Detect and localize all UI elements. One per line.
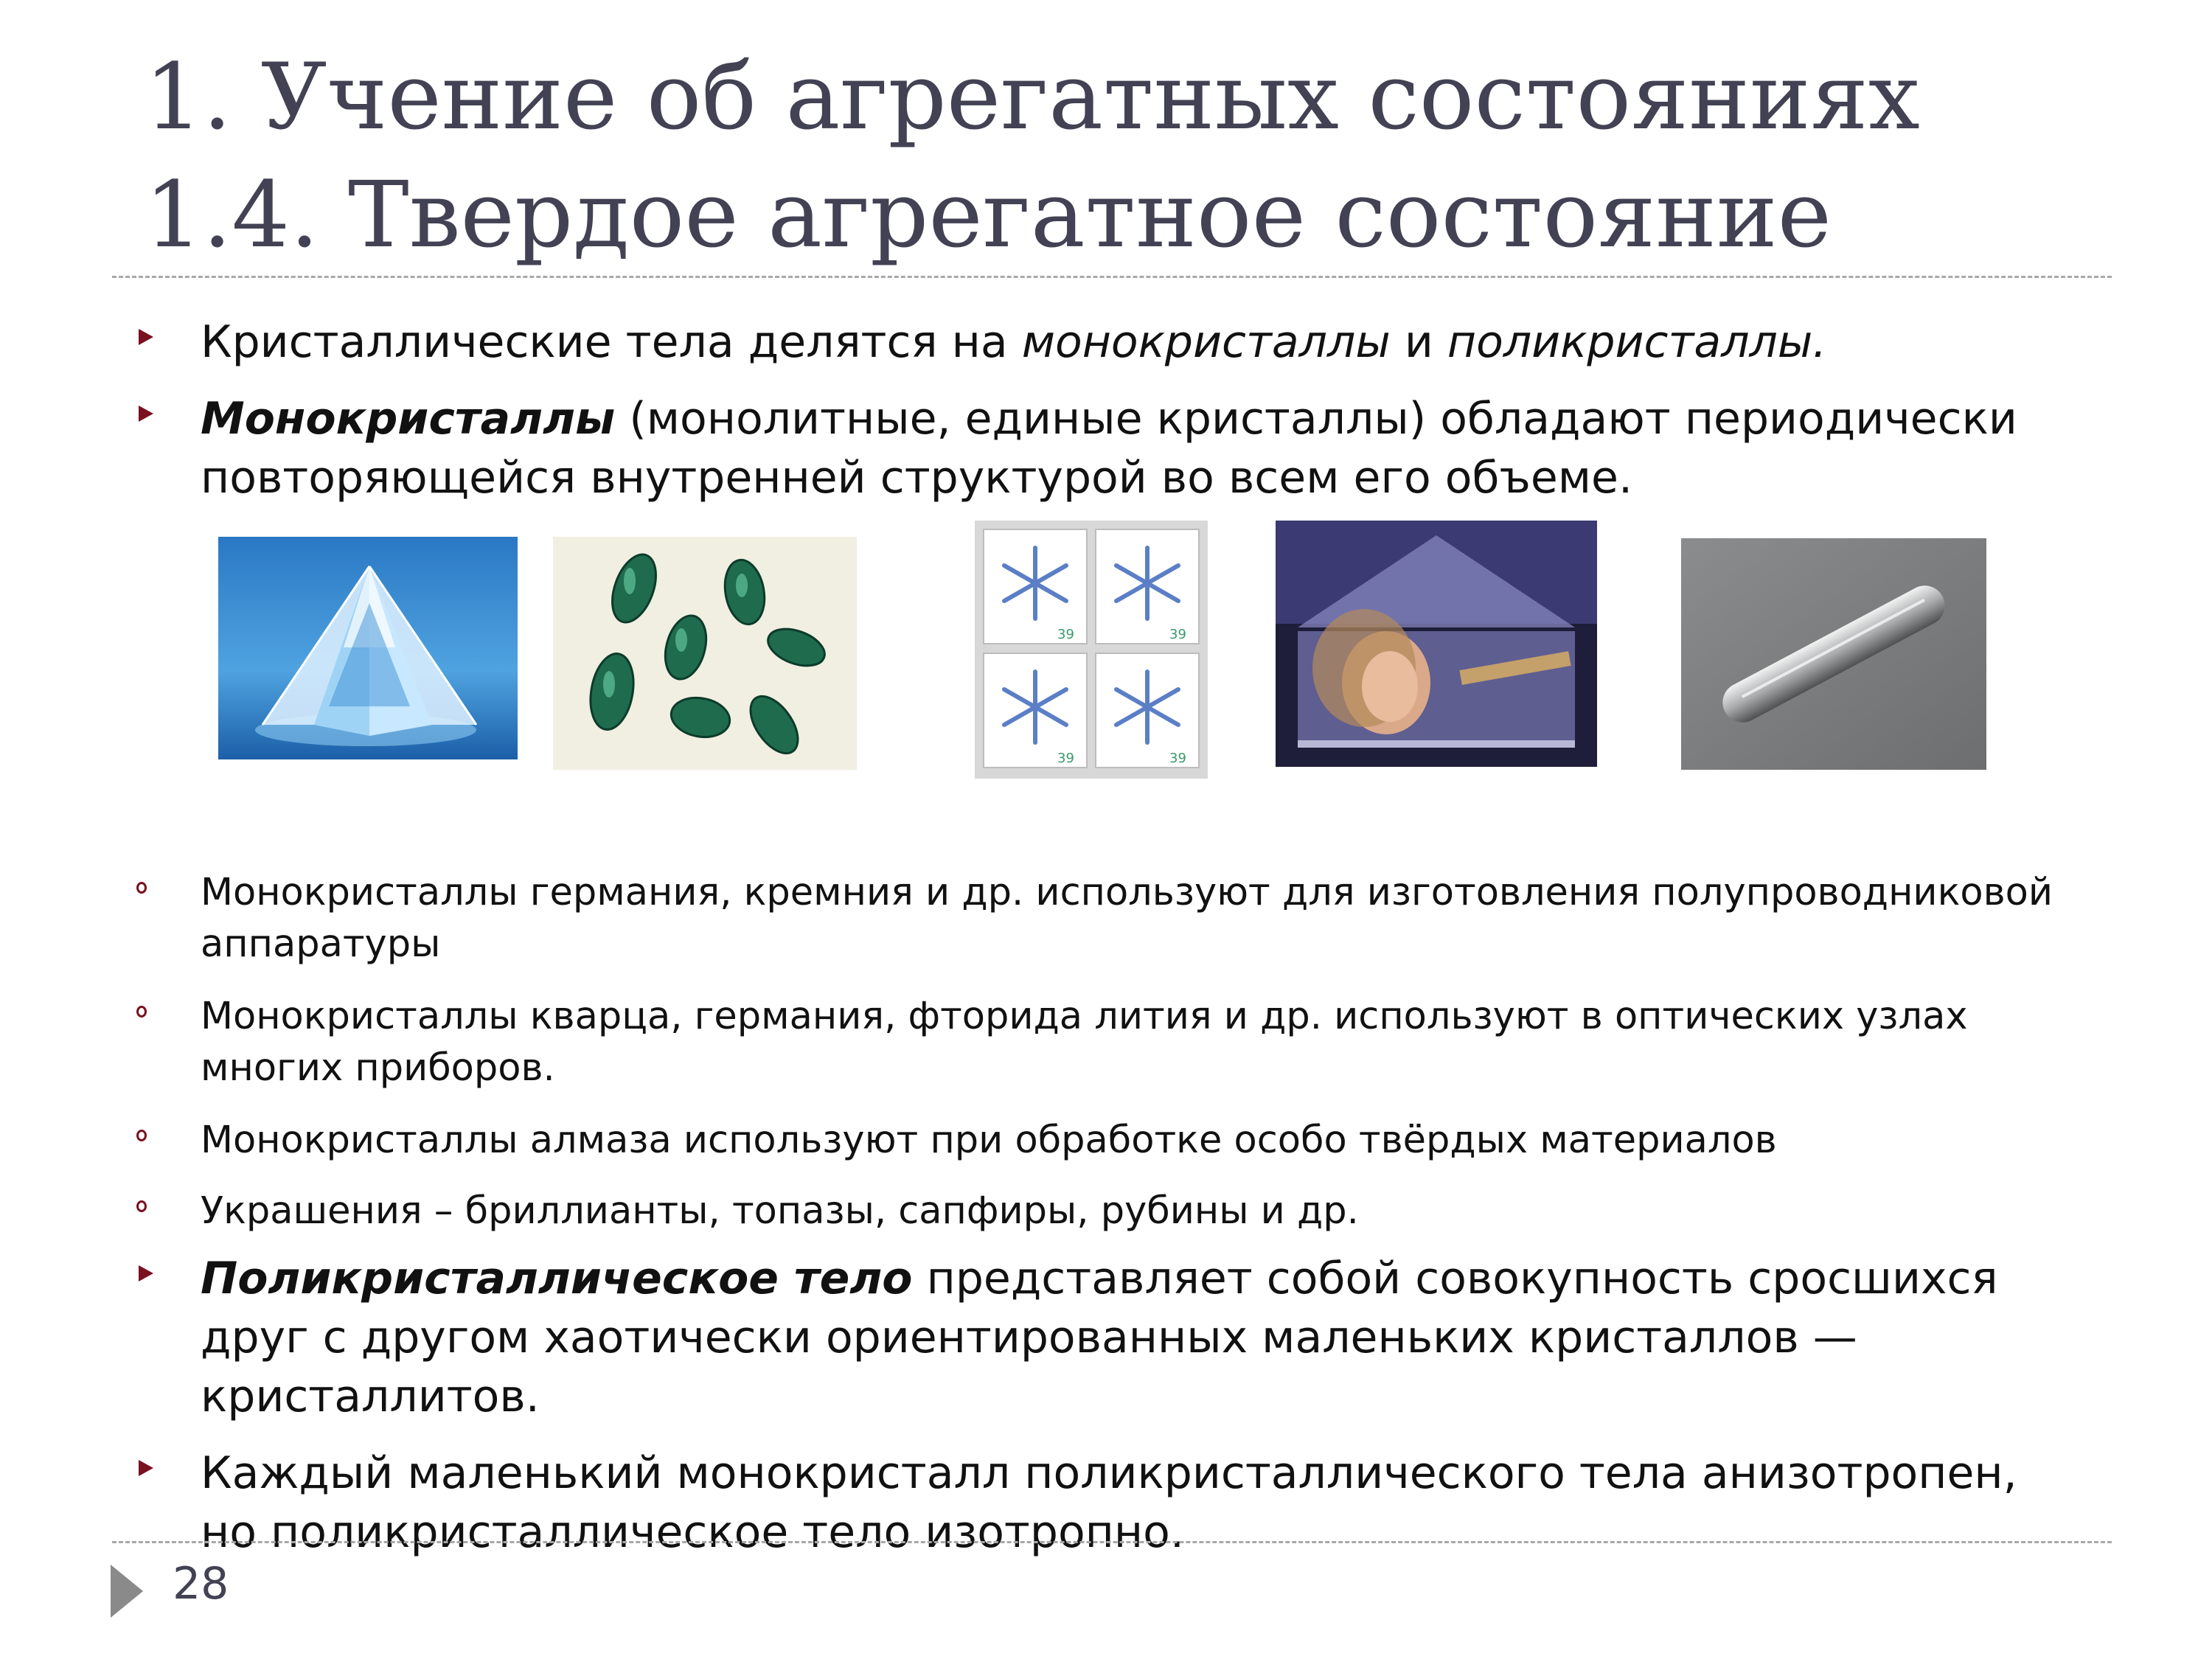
bullet-polycrystal: Поликристаллическое тело представляет собой совокупность сросшихся друг с другом хаотически ориентированных маленьких кристаллов — кристаллитов. — [201, 1249, 2059, 1426]
bullet-anisotropy: Каждый маленький монокристалл поликристаллического тела анизотропен, но поликристаллическое тело изотропно. — [201, 1444, 2059, 1562]
sub-item-diamond: Монокристаллы алмаза используют при обработке особо твёрдых материалов — [201, 1115, 2088, 1166]
silicon-ingot-image — [1681, 538, 1986, 770]
slide-nav-arrow-icon — [111, 1565, 143, 1618]
term-polycrystal: Поликристаллическое тело — [201, 1253, 913, 1304]
sub-bullet-icon — [136, 1006, 147, 1018]
green-crystals-image — [553, 537, 857, 770]
slide-title — [145, 38, 1920, 274]
sub-item-optics: Монокристаллы кварца, германия, фторида лития и др. используют в оптических узлах многих приборов. — [201, 991, 2088, 1094]
svg-text:39: 39 — [1169, 627, 1186, 642]
snowflake-stamps-image — [975, 521, 1208, 779]
bullet-arrow-icon — [139, 1265, 153, 1281]
bullet-arrow-icon — [139, 329, 153, 345]
footer-divider — [112, 1541, 2112, 1543]
svg-text:39: 39 — [1057, 751, 1074, 766]
page-number: 28 — [173, 1558, 229, 1610]
sub-bullet-icon — [136, 1130, 147, 1141]
title-line-2: 1.4. Твердое агрегатное состояние — [145, 162, 1832, 268]
sub-bullet-icon — [136, 1200, 147, 1212]
prism-woman-image — [1276, 521, 1597, 767]
bullet-monocrystals: Монокристаллы (монолитные, единые кристаллы) обладают периодически повторяющейся внутренней структурой во всем его объеме. — [201, 389, 2059, 507]
svg-text:39: 39 — [1057, 627, 1074, 642]
bullet-crystal-types: Кристаллические тела делятся на монокристаллы и поликристаллы. — [201, 313, 2059, 372]
title-divider — [112, 276, 2112, 278]
bullet-arrow-icon — [139, 406, 153, 422]
bullet-arrow-icon — [139, 1460, 153, 1476]
sub-item-semiconductors: Монокристаллы германия, кремния и др. используют для изготовления полупроводниковой аппаратуры — [201, 867, 2088, 970]
term-monocrystals: Монокристаллы — [201, 393, 616, 445]
sub-item-jewelry: Украшения – бриллианты, топазы, сапфиры, рубины и др. — [201, 1186, 2088, 1237]
title-line-1: 1. Учение об агрегатных состояниях — [145, 44, 1920, 150]
crystal-pyramid-image — [218, 537, 518, 759]
sub-bullet-icon — [136, 882, 147, 894]
svg-text:39: 39 — [1169, 751, 1186, 766]
